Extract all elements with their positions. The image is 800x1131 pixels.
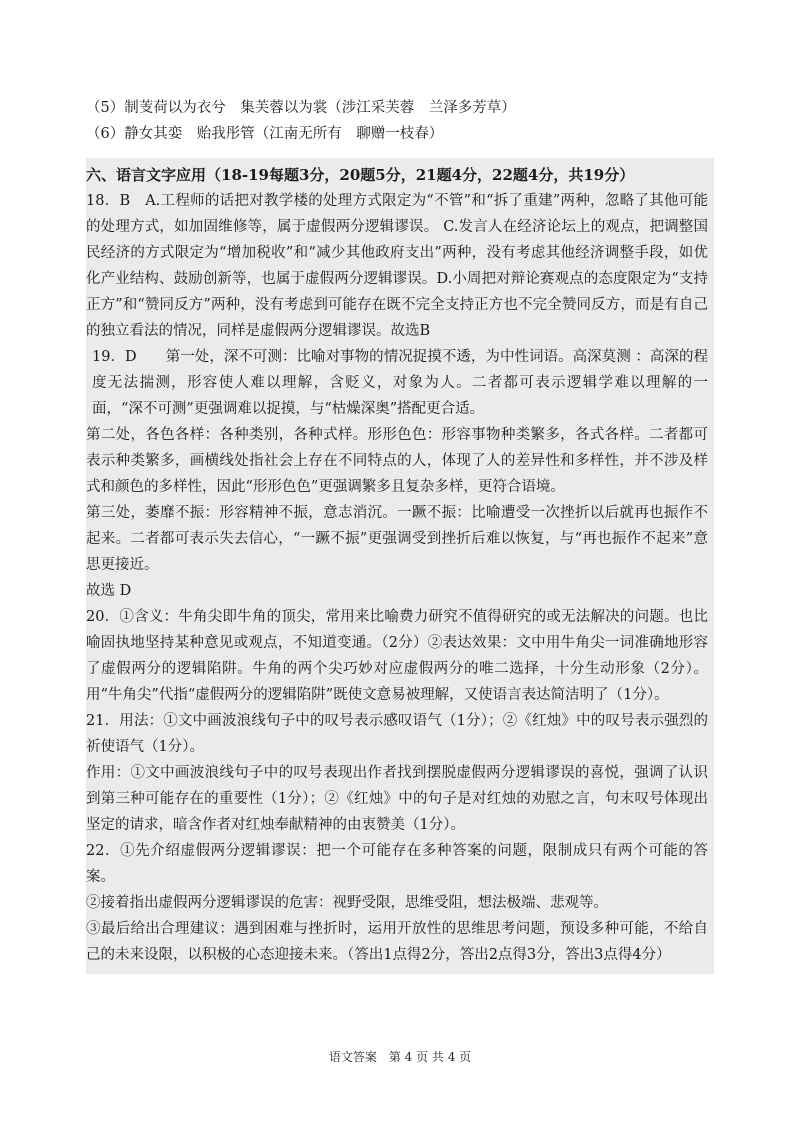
answer-22-point-2: ②接着指出虚假两分逻辑谬误的危害：视野受限，思维受阻，想法极端、悲观等。 <box>86 895 608 911</box>
answer-20: 20．①含义：牛角尖即牛角的顶尖，常用来比喻费力研究不值得研究的或无法解决的问题。也比喻固执地坚持某种意见或观点，不知道变通。（2分）②表达效果：文中用牛角尖一词准确地形容了虚假两分的逻辑陷阱。牛角的两个尖巧妙对应虚假两分的唯二选择，十分生动形象（2分）。用“牛角尖”代指“虚假两分的逻辑陷阱”既使文意易被理解，又使语言表达简洁明了（1分）。 <box>86 609 708 703</box>
language-application-answers <box>86 158 714 974</box>
poem-answer-5: （5）制芰荷以为衣兮 集芙蓉以为裳（涉江采芙蓉 兰泽多芳草） <box>86 100 516 116</box>
poem-answers <box>86 95 726 147</box>
answer-21-usage: 21．用法：①文中画波浪线句子中的叹号表示感叹语气（1分）；②《红烛》中的叹号表示强烈的祈使语气（1分）。 <box>86 713 708 755</box>
answer-22-point-1: 22．①先介绍虚假两分逻辑谬误：把一个可能存在多种答案的问题，限制成只有两个可能的答案。 <box>86 843 708 885</box>
poem-answer-6: （6）静女其娈 贻我彤管（江南无所有 聊赠一枝春） <box>86 126 444 142</box>
answer-22-point-3: ③最后给出合理建议：遇到困难与挫折时，运用开放性的思维思考问题，预设多种可能，不给自己的未来设限，以积极的心态迎接未来。（答出1点得2分，答出2点得3分，答出3点得4分） <box>86 921 708 963</box>
section-title: 六、语言文字应用（18-19每题3分，20题5分，21题4分，22题4分，共19分） <box>86 166 635 184</box>
page-footer: 语文答案 第 4 页 共 4 页 <box>328 1050 472 1064</box>
answer-19-part-1: 19．D 第一处，深不可测：比喻对事物的情况捉摸不透，为中性词语。高深莫测 ：高深的程度无法揣测，形容使人难以理解，含贬义，对象为人。二者都可表示逻辑学难以理解的一面，“深不可测”更强调难以捉摸，与“枯燥深奥”搭配更合适。 <box>92 349 708 417</box>
answer-19-part-2: 第二处，各色各样：各种类别，各种式样。形形色色：形容事物种类繁多，各式各样。二者都可表示种类繁多，画横线处指社会上存在不同特点的人，体现了人的差异性和多样性，并不涉及样式和颜色的多样性，因此“形形色色”更强调繁多且复杂多样，更符合语境。 <box>86 427 708 495</box>
answer-21-effect: 作用：①文中画波浪线句子中的叹号表现出作者找到摆脱虚假两分逻辑谬误的喜悦，强调了认识到第三种可能存在的重要性（1分）；②《红烛》中的句子是对红烛的劝慰之言，句末叹号体现出坚定的请求，暗含作者对红烛奉献精神的由衷赞美（1分）。 <box>86 765 708 833</box>
answer-19-conclusion: 故选 D <box>86 583 132 599</box>
answer-18: 18．B A.工程师的话把对教学楼的处理方式限定为“不管”和“拆了重建”两种，忽略了其他可能的处理方式，如加固维修等，属于虚假两分逻辑谬误。 C.发言人在经济论坛上的观点，把调整国民经济的方式限定为“增加税收”和“减少其他政府支出”两种，没有考虑其他经济调整手段，如优化产业结构、鼓励创新等，也属于虚假两分逻辑谬误。D.小周把对辩论赛观点的态度限定为“支持正方”和“赞同反方”两种，没有考虑到可能存在既不完全支持正方也不完全赞同反方，而是有自己的独立看法的情况，同样是虚假两分逻辑谬误。故选B <box>86 193 708 339</box>
answer-19-part-3: 第三处，萎靡不振：形容精神不振，意志消沉。一蹶不振：比喻遭受一次挫折以后就再也振作不起来。二者都可表示失去信心，“一蹶不振”更强调受到挫折后难以恢复，与“再也振作不起来”意思更接近。 <box>86 505 708 573</box>
